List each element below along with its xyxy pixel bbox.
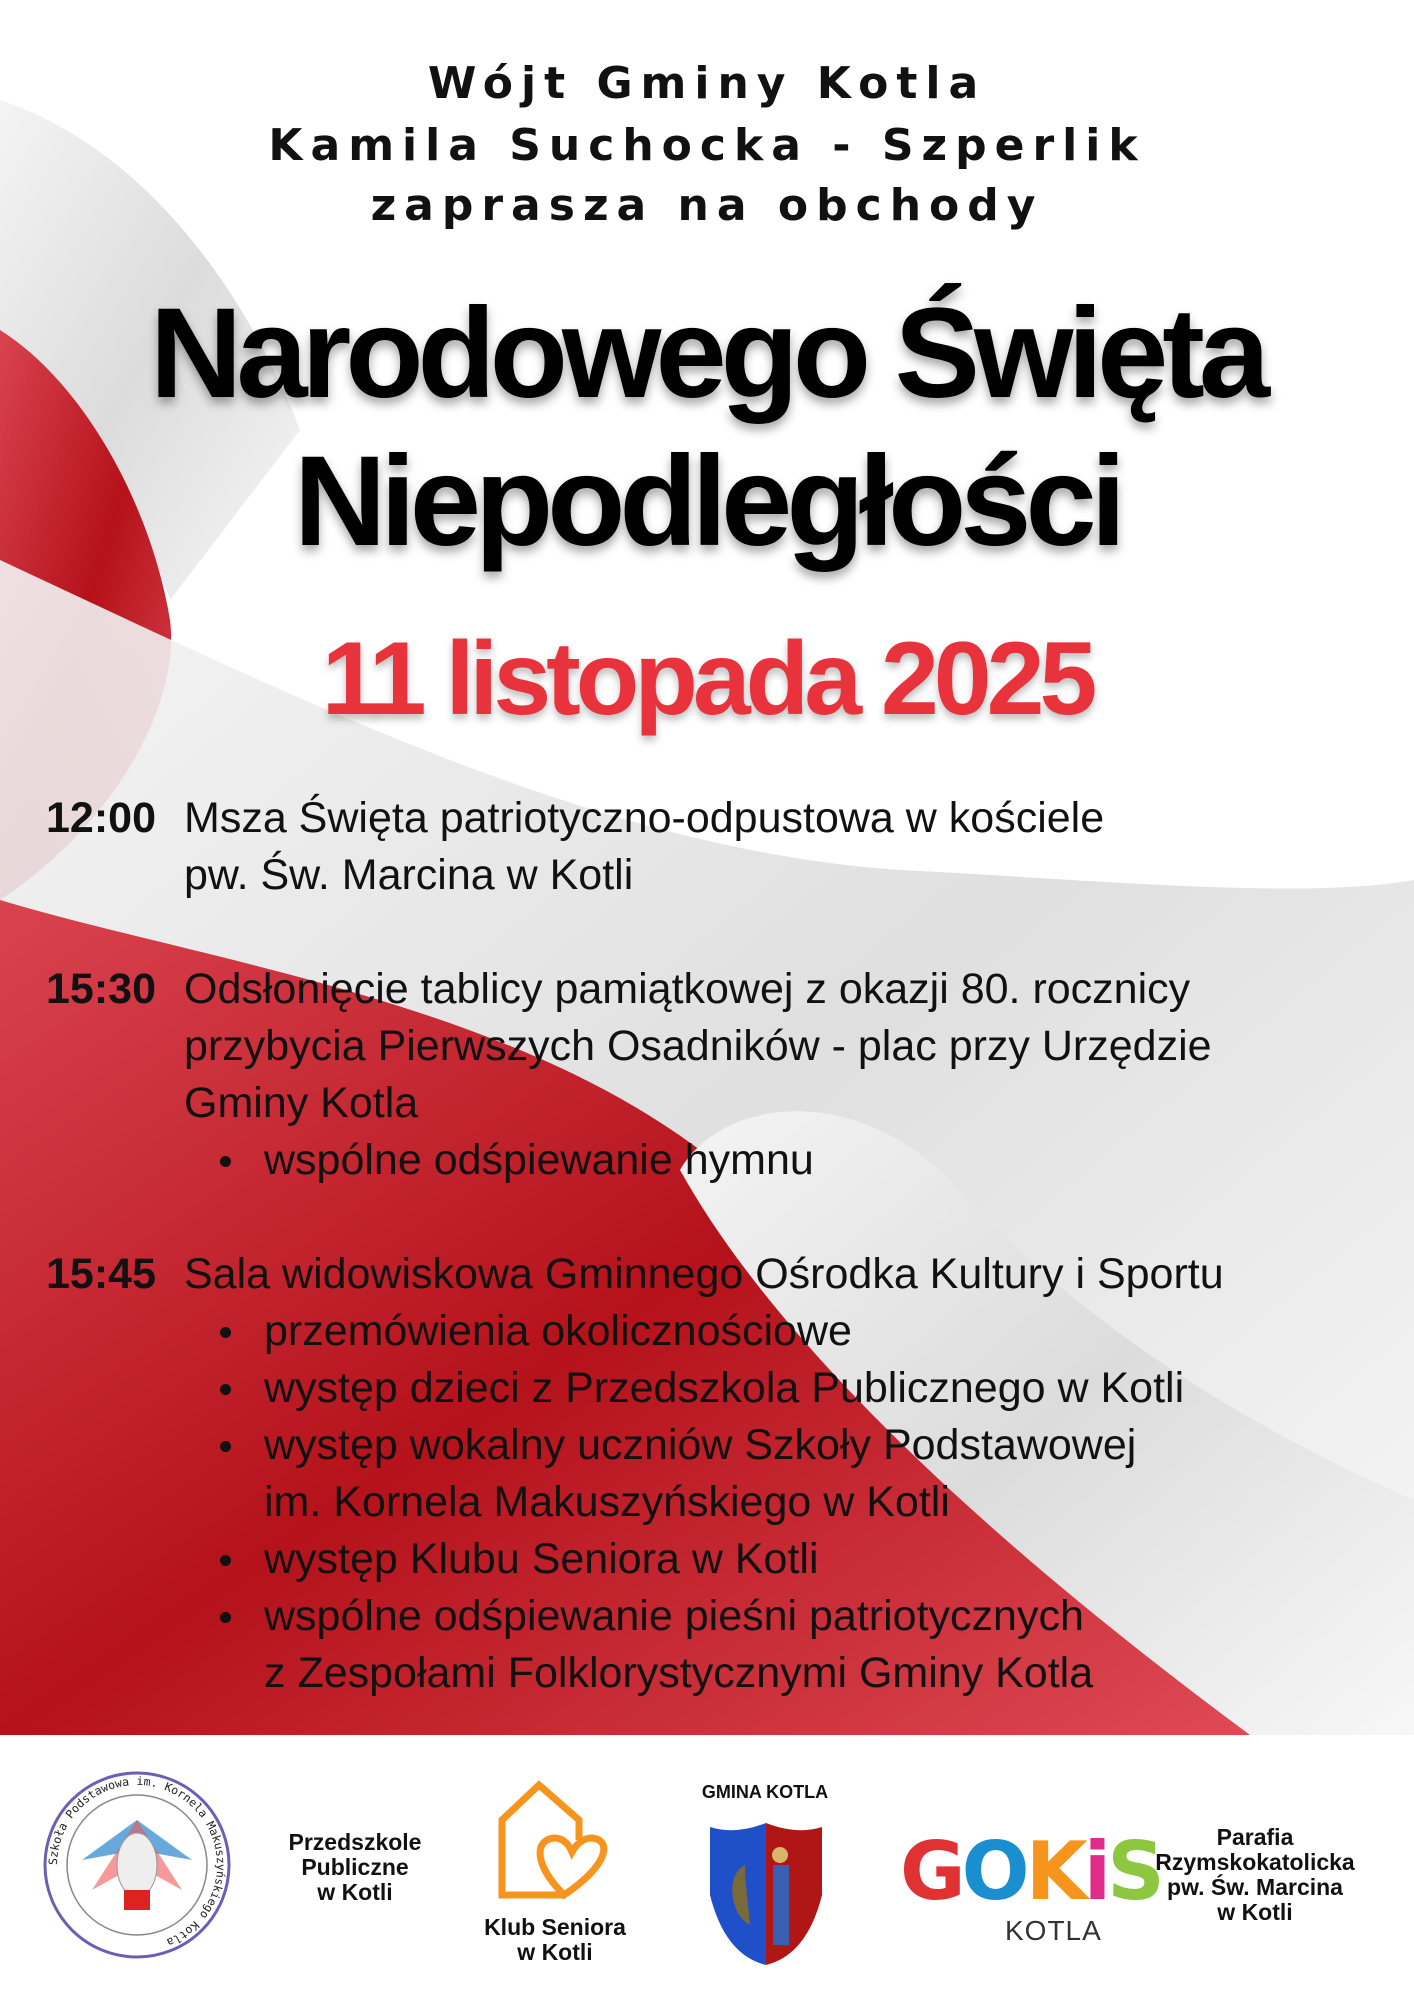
header-line-2: Kamila Suchocka - Szperlik [268,120,1146,171]
schedule-description [184,1246,1386,1702]
gmina-coat-of-arms [705,1815,827,1965]
schedule [46,790,1386,1759]
bullet-item: występ dzieci z Przedszkola Publicznego w Kotli [184,1360,1386,1417]
schedule-time: 15:45 [46,1250,156,1298]
schedule-line: Sala widowiskowa Gminnego Ośrodka Kultury i Sportu [184,1250,1224,1298]
bullet-item: przemówienia okolicznościowe [184,1303,1386,1360]
schedule-time: 12:00 [46,794,156,842]
event-date: 11 listopada 2025 [321,621,1093,737]
title-line-1: Narodowego Święta [149,282,1265,425]
schedule-time: 15:30 [46,965,156,1013]
seniors-label: Klub Seniora w Kotli [484,1914,626,1965]
schedule-bullets [184,1303,1386,1702]
header-line-3: zaprasza na obchody [370,180,1044,231]
schedule-bullets [184,1132,1386,1189]
school-logo-ring-text: Szkoła Podstawowa im. Kornela Makuszyńskiego Kotla [45,1773,229,1950]
schedule-line: pw. Św. Marcina w Kotli [184,851,634,899]
schedule-line: Gminy Kotla [184,1079,419,1127]
schedule-item [46,790,1386,904]
goks-sublabel: KOTLA [1005,1915,1102,1946]
preschool-label: Przedszkole Publiczne w Kotli [288,1829,422,1905]
schedule-line: Msza Święta patriotyczno-odpustowa w kościele [184,794,1105,842]
bullet-item: wspólne odśpiewanie pieśni patriotycznych z Zespołami Folklorystycznymi Gminy Kotla [184,1588,1386,1702]
header-line-1: Wójt Gminy Kotla [427,58,987,109]
footer-logos [0,1735,1414,2000]
title-line-2: Niepodległości [293,430,1121,573]
schedule-item [46,961,1386,1189]
schedule-line: przybycia Pierwszych Osadników - plac przy Urzędzie [184,1022,1212,1070]
goks-logo: GOKiS [900,1825,1161,1918]
parish-label: Parafia Rzymskokatolicka pw. Św. Marcina w Kotli [1155,1824,1355,1925]
bullet-item: występ wokalny uczniów Szkoły Podstawowej im. Kornela Makuszyńskiego w Kotli [184,1417,1386,1531]
schedule-line: Odsłonięcie tablicy pamiątkowej z okazji 80. rocznicy [184,965,1191,1013]
house-heart-icon [494,1780,619,1905]
school-logo [42,1770,232,1960]
bullet-item: wspólne odśpiewanie hymnu [184,1132,1386,1189]
schedule-description [184,790,1386,904]
schedule-description [184,961,1386,1189]
schedule-item [46,1246,1386,1702]
bullet-item: występ Klubu Seniora w Kotli [184,1531,1386,1588]
gmina-label: GMINA KOTLA [701,1782,829,1802]
